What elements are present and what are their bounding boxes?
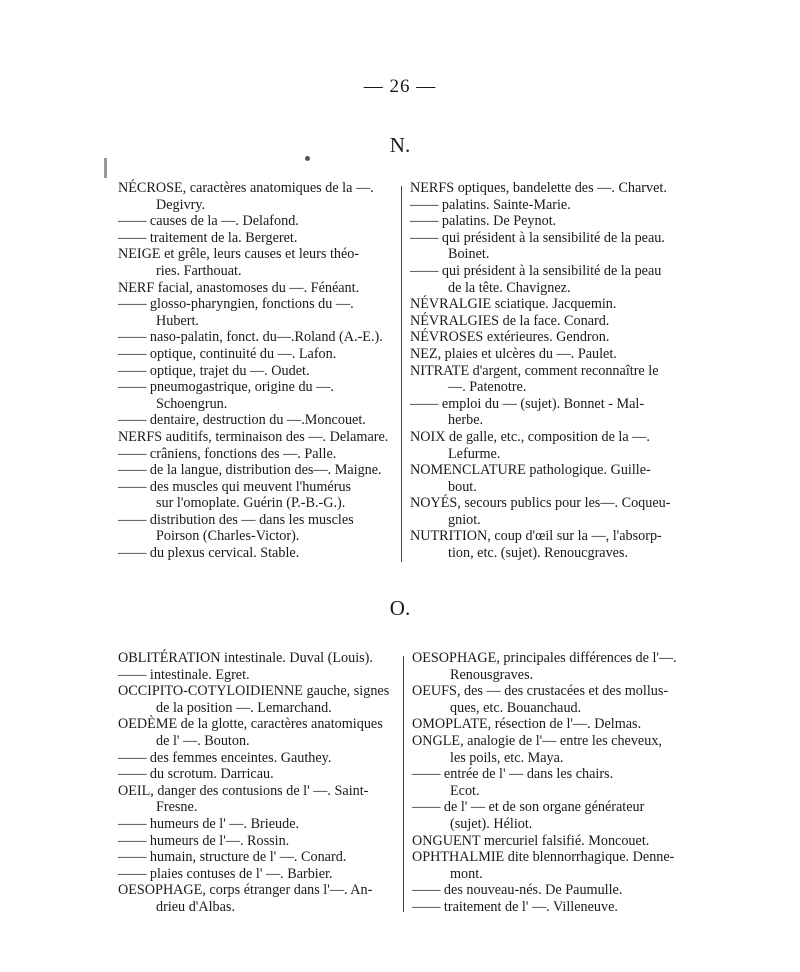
ink-dot <box>305 156 310 161</box>
entry-first-line: —— qui président à la sensibilité de la peau <box>410 262 662 279</box>
index-entry <box>118 429 394 446</box>
index-entry <box>410 213 686 230</box>
index-entry <box>118 667 394 684</box>
entry-continuation: de la tête. Chavignez. <box>448 279 571 296</box>
entry-continuation: ques, etc. Bouanchaud. <box>450 699 582 716</box>
entry-first-line: —— naso-palatin, fonct. du—.Roland (A.-E.). <box>118 329 383 346</box>
entry-first-line: —— optique, continuité du —. Lafon. <box>118 345 337 362</box>
section-n-left-column <box>118 180 394 562</box>
entry-continuation: sur l'omoplate. Guérin (P.-B.-G.). <box>156 495 346 512</box>
index-entry <box>118 783 394 816</box>
entry-first-line: NEIGE et grêle, leurs causes et leurs théo- <box>118 246 360 263</box>
index-entry <box>412 799 688 832</box>
entry-first-line: —— des muscles qui meuvent l'humérus <box>118 478 352 495</box>
entry-continuation: mont. <box>450 865 483 882</box>
entry-first-line: —— humeurs de l' —. Brieude. <box>118 815 300 832</box>
index-entry <box>410 230 686 263</box>
index-entry <box>118 866 394 883</box>
entry-first-line: —— emploi du — (sujet). Bonnet - Mal- <box>410 395 645 412</box>
entry-first-line: NÉVRALGIE sciatique. Jacquemin. <box>410 296 617 313</box>
entry-first-line: OESOPHAGE, principales différences de l'—. <box>412 650 677 666</box>
index-entry <box>118 280 394 297</box>
entry-first-line: NÉVROSES extérieures. Gendron. <box>410 329 610 346</box>
entry-continuation: Fresne. <box>156 799 198 816</box>
index-entry <box>118 296 394 329</box>
index-entry <box>118 849 394 866</box>
index-entry <box>410 329 686 346</box>
index-entry <box>118 683 394 716</box>
entry-continuation: Hubert. <box>156 312 199 329</box>
index-entry <box>118 412 394 429</box>
column-divider-n <box>401 186 402 562</box>
index-entry <box>412 833 688 850</box>
index-entry <box>118 766 394 783</box>
entry-first-line: NOMENCLATURE pathologique. Guille- <box>410 462 651 479</box>
index-entry <box>118 230 394 247</box>
entry-continuation: Degivry. <box>156 196 206 213</box>
entry-first-line: OPHTHALMIE dite blennorrhagique. Denne- <box>412 849 675 866</box>
index-entry <box>118 346 394 363</box>
index-entry <box>412 766 688 799</box>
entry-first-line: OEDÈME de la glotte, caractères anatomiques <box>118 716 383 733</box>
entry-first-line: —— entrée de l' — dans les chairs. <box>412 766 614 783</box>
index-entry <box>118 882 394 915</box>
index-entry <box>410 263 686 296</box>
entry-first-line: NOYÉS, secours publics pour les—. Coqueu- <box>410 495 671 512</box>
entry-first-line: NOIX de galle, etc., composition de la —. <box>410 428 650 445</box>
entry-first-line: —— palatins. De Peynot. <box>410 213 557 230</box>
entry-continuation: Boinet. <box>448 246 490 263</box>
entry-first-line: —— qui président à la sensibilité de la peau. <box>410 229 665 246</box>
index-entry <box>412 650 688 683</box>
entry-first-line: OESOPHAGE, corps étranger dans l'—. An- <box>118 882 373 899</box>
entry-first-line: —— glosso-pharyngien, fonctions du —. <box>118 296 354 313</box>
index-entry <box>410 429 686 462</box>
entry-continuation: Poirson (Charles-Victor). <box>156 528 300 545</box>
section-n-right-column <box>410 180 686 562</box>
entry-first-line: —— pneumogastrique, origine du —. <box>118 379 334 396</box>
entry-first-line: NEZ, plaies et ulcères du —. Paulet. <box>410 345 617 362</box>
entry-first-line: OEIL, danger des contusions de l' —. Saint- <box>118 782 369 799</box>
index-entry <box>118 379 394 412</box>
index-entry <box>410 528 686 561</box>
entry-continuation: Schoengrun. <box>156 395 228 412</box>
entry-first-line: —— du plexus cervical. Stable. <box>118 545 300 562</box>
entry-continuation: drieu d'Albas. <box>156 898 235 915</box>
index-entry <box>118 479 394 512</box>
entry-continuation: les poils, etc. Maya. <box>450 749 564 766</box>
index-entry <box>410 462 686 495</box>
entry-first-line: ONGLE, analogie de l'— entre les cheveux, <box>412 732 662 749</box>
index-entry <box>118 750 394 767</box>
entry-first-line: ONGUENT mercuriel falsifié. Moncouet. <box>412 832 650 849</box>
entry-continuation: tion, etc. (sujet). Renoucgraves. <box>448 545 629 562</box>
index-entry <box>118 545 394 562</box>
section-o-right-column <box>412 650 688 916</box>
entry-continuation: ries. Farthouat. <box>156 262 242 279</box>
entry-continuation: de l' —. Bouton. <box>156 732 250 749</box>
entry-continuation: Renousgraves. <box>450 666 534 683</box>
index-entry <box>118 246 394 279</box>
entry-first-line: NÉCROSE, caractères anatomiques de la —. <box>118 180 374 196</box>
margin-mark <box>104 158 107 178</box>
section-o-left-column <box>118 650 394 916</box>
index-entry <box>118 512 394 545</box>
index-entry <box>118 329 394 346</box>
entry-first-line: —— du scrotum. Darricau. <box>118 766 274 783</box>
entry-first-line: —— plaies contuses de l' —. Barbier. <box>118 865 333 882</box>
index-entry <box>410 396 686 429</box>
entry-first-line: —— des femmes enceintes. Gauthey. <box>118 749 332 766</box>
entry-first-line: —— traitement de l' —. Villeneuve. <box>412 898 618 915</box>
section-heading-o: O. <box>389 596 411 620</box>
entry-continuation: herbe. <box>448 412 484 429</box>
entry-first-line: —— traitement de la. Bergeret. <box>118 229 298 246</box>
entry-first-line: —— intestinale. Egret. <box>118 666 250 683</box>
index-entry <box>118 650 394 667</box>
entry-continuation: (sujet). Héliot. <box>450 815 533 832</box>
index-entry <box>410 197 686 214</box>
entry-first-line: OEUFS, des — des crustacées et des mollus- <box>412 683 669 700</box>
index-entry <box>118 816 394 833</box>
entry-first-line: —— de l' — et de son organe générateur <box>412 799 645 816</box>
entry-first-line: —— distribution des — dans les muscles <box>118 511 354 528</box>
entry-first-line: NUTRITION, coup d'œil sur la —, l'absorp- <box>410 528 662 545</box>
entry-continuation: bout. <box>448 478 477 495</box>
index-entry <box>118 446 394 463</box>
index-entry <box>412 733 688 766</box>
entry-continuation: Lefurme. <box>448 445 501 462</box>
entry-first-line: —— humain, structure de l' —. Conard. <box>118 849 347 866</box>
entry-continuation: de la position —. Lemarchand. <box>156 699 332 716</box>
index-entry <box>410 313 686 330</box>
index-entry <box>118 462 394 479</box>
index-entry <box>410 180 686 197</box>
entry-first-line: NERF facial, anastomoses du —. Fénéant. <box>118 279 360 296</box>
index-entry <box>412 899 688 916</box>
index-entry <box>118 363 394 380</box>
index-entry <box>118 213 394 230</box>
entry-continuation: —. Patenotre. <box>448 379 527 396</box>
entry-continuation: gniot. <box>448 511 481 528</box>
index-entry <box>118 833 394 850</box>
entry-first-line: —— crâniens, fonctions des —. Palle. <box>118 445 337 462</box>
entry-first-line: —— humeurs de l'—. Rossin. <box>118 832 290 849</box>
entry-first-line: OBLITÉRATION intestinale. Duval (Louis). <box>118 650 373 666</box>
page-number: — 26 — <box>363 76 437 97</box>
entry-first-line: —— des nouveau-nés. De Paumulle. <box>412 882 623 899</box>
index-entry <box>412 716 688 733</box>
index-entry <box>118 180 394 213</box>
index-entry <box>410 346 686 363</box>
entry-first-line: OCCIPITO-COTYLOIDIENNE gauche, signes <box>118 683 390 700</box>
entry-first-line: NERFS optiques, bandelette des —. Charvet. <box>410 180 667 196</box>
entry-first-line: NÉVRALGIES de la face. Conard. <box>410 312 610 329</box>
entry-continuation: Ecot. <box>450 782 480 799</box>
entry-first-line: OMOPLATE, résection de l'—. Delmas. <box>412 716 642 733</box>
entry-first-line: —— optique, trajet du —. Oudet. <box>118 362 310 379</box>
entry-first-line: —— palatins. Sainte-Marie. <box>410 196 571 213</box>
index-entry <box>118 716 394 749</box>
index-entry <box>412 849 688 882</box>
entry-first-line: NITRATE d'argent, comment reconnaître le <box>410 362 659 379</box>
entry-first-line: —— causes de la —. Delafond. <box>118 213 299 230</box>
entry-first-line: NERFS auditifs, terminaison des —. Delamare. <box>118 428 389 445</box>
entry-first-line: —— dentaire, destruction du —.Moncouet. <box>118 412 366 429</box>
entry-first-line: —— de la langue, distribution des—. Maigne. <box>118 462 382 479</box>
section-heading-n: N. <box>389 133 411 157</box>
index-entry <box>410 296 686 313</box>
column-divider-o <box>403 656 404 912</box>
index-entry <box>412 882 688 899</box>
index-entry <box>410 495 686 528</box>
index-entry <box>410 363 686 396</box>
index-entry <box>412 683 688 716</box>
